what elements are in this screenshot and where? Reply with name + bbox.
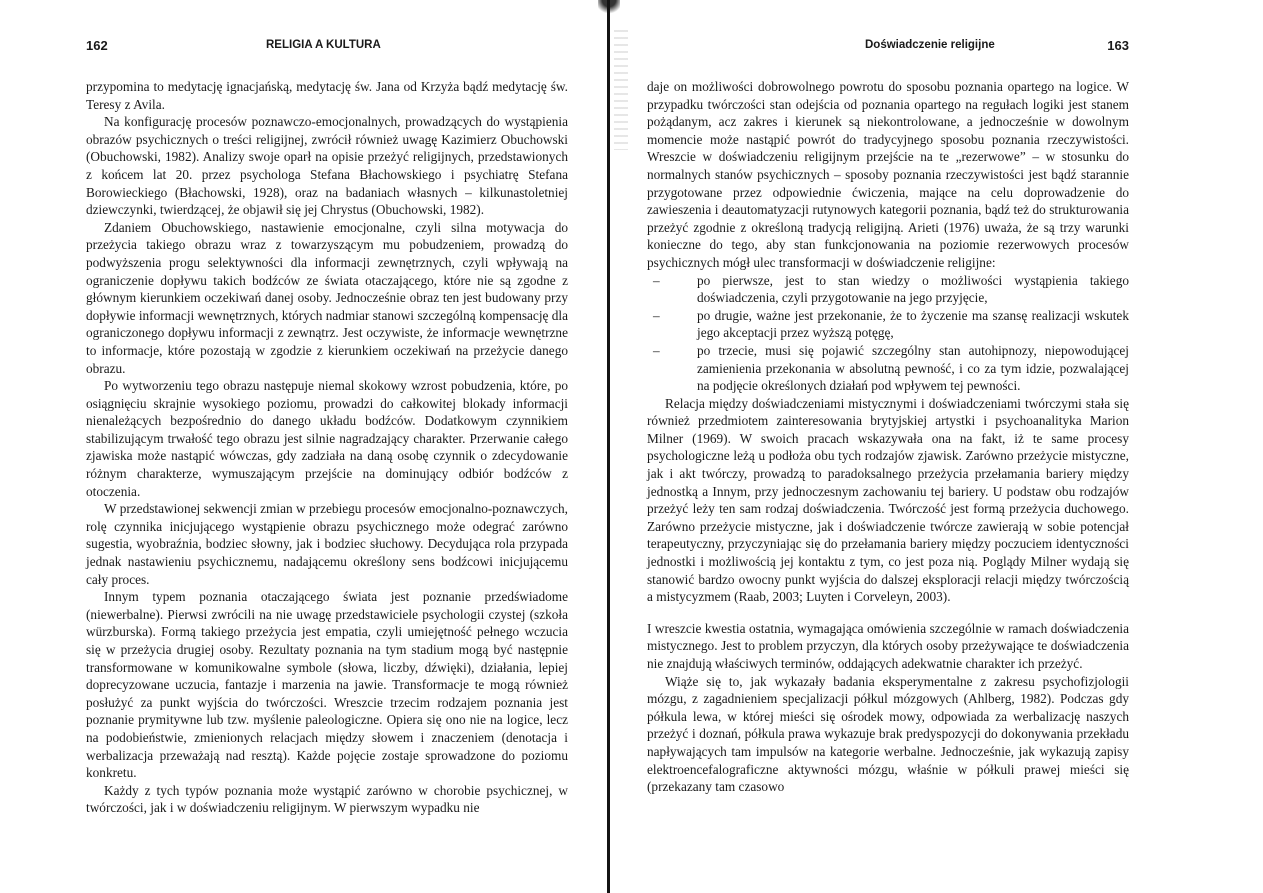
page-number: 163	[1107, 38, 1129, 53]
list-item	[653, 342, 1129, 395]
list-item	[653, 272, 1129, 307]
right-page	[647, 38, 1129, 796]
list-item-text: po trzecie, musi się pojawić szczególny stan autohipnozy, niepowodującej zamienienia przekonania w absolutną pewność, i co za tym idzie, pozwalającej na podjęcie określonych działań pod wpływem tej pewności.	[697, 342, 1129, 394]
running-head: Doświadczenie religijne	[865, 39, 995, 51]
list-item-text: po drugie, ważne jest przekonanie, że to życzenie ma szansę realizacji wskutek jego akceptacji przez wyższą potęgę,	[697, 307, 1129, 341]
paragraph: Po wytworzeniu tego obrazu następuje niemal skokowy wzrost pobudzenia, które, po osiągnięciu skrajnie wysokiego poziomu, prowadzi do całkowitej blokady informacji nienależących bezpośrednio do danego układu bodźców. Dodatkowym czynnikiem stabilizującym trwałość tego obrazu jest silnie nagradzający charakter. Przerwanie całego zjawiska może nastąpić wówczas, gdy zadziała na daną osobę czynnik o zdecydowanie różnym charakterze, wymuszającym przejście na dominujący odbiór bodźców z otoczenia.	[86, 378, 568, 499]
book-spine	[607, 0, 610, 893]
bullet-list	[647, 272, 1129, 395]
paragraph: Wiąże się to, jak wykazały badania eksperymentalne z zakresu psychofizjologii mózgu, z zagadnieniem specjalizacji półkul mózgowych (Ahlberg, 1982). Podczas gdy półkula lewa, w której mieści się ośrodek mowy, odpowiada za werbalizację naszych przeżyć i doznań, półkula prawa wykazuje brak predyspozycji do dokonywania przekładu napływających tam impulsów na kategorie werbalne. Jednocześnie, jak wykazują zapisy elektroencefalograficzne aktywności mózgu, właśnie w półkuli prawej mieści się (przekazany tam czasowo	[647, 673, 1129, 795]
gutter-shadow	[614, 30, 628, 150]
paragraph: daje on możliwości dobrowolnego powrotu do sposobu poznania opartego na logice. W przypadku twórczości stan odejścia od poznania opartego na regułach logiki jest stanem pożądanym, acz zakres i kierunek są niekontrolowane, a jednocześnie w dowolnym momencie może nastąpić powrót do tradycyjnego sposobu poznania rzeczywistości. Wreszcie w doświadczeniu religijnym przejście na te „rezerwowe” – w stosunku do normalnych stanów psychicznych – sposoby poznania rzeczywistości jest bądź starannie przygotowane przez odpowiednie ćwiczenia, mające na celu doprowadzenie do zawieszenia i deautomatyzacji rutynowych kategorii poznania, bądź też do strukturowania przeżyć zgodnie z określoną tradycją religijną. Arieti (1976) uważa, że są trzy warunki konieczne do tego, aby stan funkcjonowania na poziomie rezerwowych procesów psychicznych mógł ulec transformacji w doświadczenie religijne:	[647, 79, 1129, 270]
list-item-text: po pierwsze, jest to stan wiedzy o możliwości wystąpienia takiego doświadczenia, czyli przygotowanie na jego przyjęcie,	[697, 272, 1129, 306]
right-page-header	[647, 38, 1129, 60]
bullet-dash: –	[653, 307, 660, 323]
paragraph: przypomina to medytację ignacjańską, medytację św. Jana od Krzyża bądź medytację św. Teresy z Avila.	[86, 79, 568, 112]
paragraph: Innym typem poznania otaczającego świata jest poznanie przedświadome (niewerbalne). Pierwsi zwrócili na nie uwagę przedstawiciele psychologii czystej (szkoła würzburska). Formą takiego przeżycia jest empatia, czyli umiejętność pełnego wczucia się w przeżycia drugiej osoby. Rezultaty poznania na tym stadium mogą być następnie transformowane w komunikowalne symbole (słowa, liczby, dźwięki), działania, lepiej doprecyzowane uczucia, fantazje i marzenia na jawie. Transformacje te mogą również posłużyć za punkt wyjścia do twórczości. Wreszcie trzecim rodzajem poznania jest poznanie prymitywne lub tzw. myślenie paleologiczne. Opiera się ono nie na logice, lecz na podobieństwie, zmienionych relacjach między słowem i znaczeniem (denotacja i werbalizacja przeważają nad resztą). Każde pojęcie zostaje sprowadzone do poziomu konkretu.	[86, 589, 568, 781]
paragraph: Relacja między doświadczeniami mistycznymi i doświadczeniami twórczymi stała się również przedmiotem zainteresowania brytyjskiej artystki i psychoanalityka Marion Milner (1969). W swoich pracach wskazywała ona na fakt, iż te same procesy psychologiczne leżą u podłoża obu tych rodzajów zjawisk. Zarówno przeżycie mistyczne, jak i akt twórczy, prowadzą to paradoksalnego przeżycia przełamania bariery między jednostką a Innym, przy jednoczesnym zachowaniu tej bariery. U podstaw obu rodzajów przeżyć leży ten sam rodzaj doświadczenia. Twórczość jest formą przeżycia duchowego. Zarówno przeżycie mistyczne, jak i doświadczenie twórcze zawierają w sobie potencjał terapeutyczny, przyczyniając się do przełamania bariery między poczuciem identyczności jednostki i możliwością jej kontaktu z tym, co jest poza nią. Poglądy Milner wydają się stanowić bardzo owocny punkt wyjścia do dalszej eksploracji relacji między twórczością a mistycyzmem (Raab, 2003; Luyten i Corveleyn, 2003).	[647, 395, 1129, 605]
running-head: RELIGIA A KULTURA	[266, 39, 381, 51]
left-page	[86, 38, 568, 817]
paragraph: W przedstawionej sekwencji zmian w przebiegu procesów emocjonalno-poznawczych, rolę czynnika inicjującego wystąpienie obrazu psychicznego może odegrać zarówno sugestia, wyobraźnia, bodziec słowny, jak i bodziec słuchowy. Decydująca rola przypada jednak nastawieniu psychicznemu, nadającemu określony sens bodźcowi inicjującemu cały proces.	[86, 501, 568, 587]
page-number: 162	[86, 38, 108, 53]
paragraph: Na konfigurację procesów poznawczo-emocjonalnych, prowadzących do wystąpienia obrazów psychicznych o treści religijnej, zwrócił również uwagę Kazimierz Obuchowski (Obuchowski, 1982). Analizy swoje oparł na opisie przeżyć religijnych, przedstawionych z końcem lat 20. przez psychologa Stefana Błachowskiego i psychiatrę Stefana Borowieckiego (Błachowski, 1928), oraz na badaniach własnych – kilkunastoletniej dziewczynki, twierdzącej, że objawił się jej Chrystus (Obuchowski, 1982).	[86, 114, 568, 218]
bullet-dash: –	[653, 272, 660, 288]
left-page-body	[86, 78, 568, 817]
right-page-body	[647, 78, 1129, 796]
bullet-dash: –	[653, 342, 660, 358]
paragraph: I wreszcie kwestia ostatnia, wymagająca omówienia szczególnie w ramach doświadczenia mistycznego. Jest to problem przyczyn, dla których osoby przeżywające te doświadczenia nie znajdują właściwych terminów, oddających adekwatnie charakter ich przeżyć.	[647, 620, 1129, 671]
paragraph: Każdy z tych typów poznania może wystąpić zarówno w chorobie psychicznej, w twórczości, jak i w doświadczeniu religijnym. W pierwszym wypadku nie	[86, 782, 568, 816]
list-item	[653, 307, 1129, 342]
left-page-header	[86, 38, 568, 60]
paragraph: Zdaniem Obuchowskiego, nastawienie emocjonalne, czyli silna motywacja do przeżycia takiego obrazu wraz z towarzyszącym mu pobudzeniem, prowadzą do podwyższenia progu selektywności dla informacji zewnętrznych, czyli wpływają na ograniczenie dopływu takich bodźców ze świata otaczającego, które nie są zgodne z głównym kierunkiem oczekiwań danej osoby. Jednocześnie obraz ten jest budowany przy dopływie informacji wewnętrznych, których nadmiar stanowi szczególną kompensację dla ograniczonego dopływu informacji z zewnątrz. Jest oczywiste, że informacje wewnętrzne to informacje, które pozostają w zgodzie z kierunkiem oczekiwań na przeżycie danego obrazu.	[86, 219, 568, 376]
